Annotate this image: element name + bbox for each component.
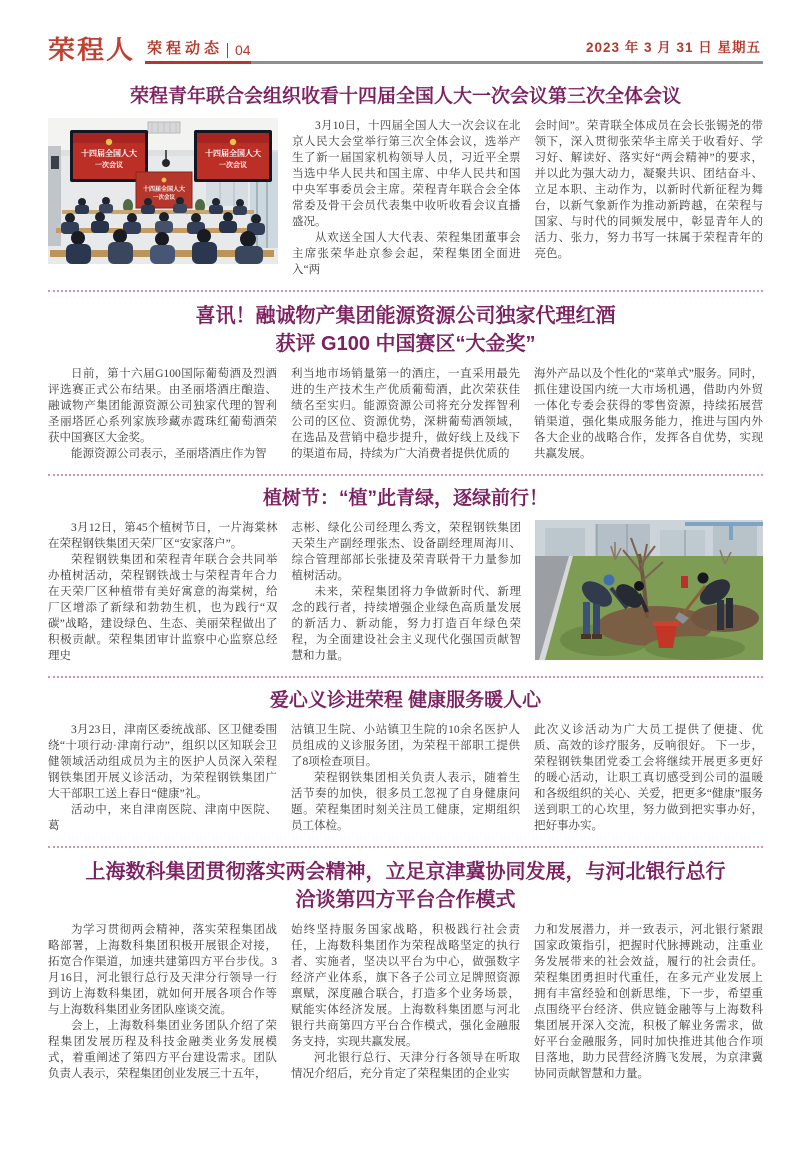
tv-screen-right [194, 130, 272, 182]
header-rule [251, 36, 763, 64]
section-title: 荣程动态 [147, 40, 224, 57]
paragraph: 活动中，来自津南医院、津南中医院、葛 [48, 804, 277, 832]
paragraph: 海外产品以及个性化的“菜单式”服务。同时，抓住建设国内统一大市场机遇，借助内外贸一体化专委会获得的零售资源，持续拓展营销渠道，强化集成服务能力，推进与国内外各大企业的战略合作，发挥各自优势，实现共赢发展。 [534, 368, 763, 460]
paragraph: 会时间”。荣青联全体成员在会长张锡尧的带领下，深入贯彻张荣华主席关于收看好、学习好、解读好、落实好“两会精神”的要求，并以此为强大动力，凝聚共识、团结奋斗、立足本职、主动作为，以新时代新征程为舞台，以新气象新作为推动新跨越，在荣程与国家、与时代的同频发展中，彰显青年人的活力、张力，努力书写一抹属于荣程青年的亮色。 [534, 120, 763, 260]
paragraph: 日前，第十六届G100国际葡萄酒及烈酒评选赛正式公布结果。由圣丽塔酒庄酿造、融诚物产集团能源资源公司独家代理的智利圣丽塔匠心系列家族珍藏赤霞珠红葡萄酒荣获中国赛区大金奖。 [48, 368, 277, 444]
article-title: 植树节：“植”此青绿，逐绿前行！ [262, 488, 548, 509]
svg-text:一次会议: 一次会议 [152, 195, 176, 201]
meeting-room-photo-image [48, 118, 278, 264]
article-title: 爱心义诊进荣程 健康服务暖人心 [269, 690, 542, 711]
svg-text:十四届全国人大: 十四届全国人大 [81, 149, 137, 158]
article-column [534, 922, 763, 1082]
article-shuke-bank-cooperation [48, 858, 763, 1082]
article-column [291, 366, 520, 462]
article-column [292, 118, 521, 278]
paragraph: 志彬、绿化公司经理么秀文，荣程钢铁集团天荣生产副经理张杰、设备副经理周海川、综合管理部部长张捷及荣青联骨干力量参加植树活动。 [291, 522, 521, 582]
paragraph: 能源资源公司表示，圣丽塔酒庄作为智 [71, 448, 267, 460]
svg-text:一次会议: 一次会议 [95, 162, 123, 169]
article-npc-broadcast [48, 84, 763, 278]
paragraph: 河北银行总行、天津分行各领导在听取情况介绍后，充分肯定了荣程集团的企业实 [291, 1052, 520, 1080]
article-column [292, 520, 522, 664]
article-column [291, 922, 520, 1082]
article-tree-planting [48, 486, 763, 664]
paragraph: 荣程钢铁集团和荣程青年联合会共同举办植树活动，荣程钢铁战士与荣程青年合力在天荣厂区种植带有美好寓意的海棠树，给厂区增添了新绿和勃勃生机，也为践行“双碳”战略，建设绿色、生态、美丽荣程做出了积极贡献。荣程集团审计监察中心监察总经理史 [48, 554, 278, 662]
article-title: 喜讯！融诚物产集团能源资源公司独家代理红酒 获评 G100 中国赛区“大金奖” [195, 305, 616, 355]
paragraph: 未来，荣程集团将力争做新时代、新理念的践行者，持续增强企业绿色高质量发展的新活力、新动能，努力打造百年绿色荣程，为全面建设社会主义现代化强国贡献智慧和力量。 [291, 586, 521, 662]
svg-text:一次会议: 一次会议 [219, 162, 247, 169]
article-column [48, 922, 277, 1082]
svg-text:十四届全国人大: 十四届全国人大 [142, 187, 186, 193]
paragraph: 利当地市场销量第一的酒庄，一直采用最先进的生产技术生产优质葡萄酒，此次荣获佳绩名至实归。能源资源公司将充分发挥智利公司的区位、资源优势，深耕葡萄酒领域，在选品及营销中稳步提升，做好线上及线下的渠道布局，持续为广大消费者提供优质的 [291, 368, 520, 460]
paragraph: 3月12日，第45个植树节日，一片海棠林在荣程钢铁集团天荣厂区“安家落户”。 [48, 522, 278, 550]
paragraph: 此次义诊活动为广大员工提供了便捷、优质、高效的诊疗服务，反响很好。 下一步，荣程钢铁集团党委工会将继续开展更多更好的暖心活动，让职工真切感受到公司的温暖和各级组织的关心、关爱，把更多“健康”服务送到职工的心坎里，努力做到把实事办好，把好事办实。 [534, 724, 763, 832]
paragraph: 3月23日，津南区委统战部、区卫健委围绕“十项行动·津南行动”，组织以区知联会卫健领域活动组成员为主的医护人员深入荣程钢铁集团开展义诊活动，为荣程钢铁集团广大干部职工送上春日“健康”礼。 [48, 724, 277, 800]
paragraph: 会上，上海数科集团业务团队介绍了荣程集团发展历程及科技金融类业务发展模式，着重阐述了第四方平台建设需求。团队负责人表示，荣程集团创业发展三十五年， [48, 1020, 277, 1080]
paragraph: 力和发展潜力，并一致表示，河北银行紧跟国家政策指引，把握时代脉搏跳动，注重业务发展带来的社会效益，履行的社会责任。荣程集团勇担时代重任，在多元产业发展上拥有丰富经验和创新思维，下一步，希望重点围绕平台经济、供应链金融等与上海数科集团展开深入交流，积极了解业务需求，做好平台金融服务，同时加快推进其他合作项目落地，助力民营经济腾飞发展，为京津冀协同贡献智慧和力量。 [534, 924, 763, 1080]
meeting-room-photo [48, 118, 278, 278]
article-separator [48, 846, 763, 848]
paragraph: 荣程钢铁集团相关负责人表示，随着生活节奏的加快，很多员工忽视了自身健康问题。荣程集团时刻关注员工健康，定期组织员工体检。 [291, 772, 520, 832]
tree-planting-photo [535, 520, 763, 664]
paragraph: 沽镇卫生院、小站镇卫生院的10余名医护人员组成的义诊服务团，为荣程干部职工提供了8项检查项目。 [291, 724, 520, 768]
article-column [535, 118, 764, 278]
article-column [291, 722, 520, 834]
brand-logo: 荣程人 [48, 35, 135, 65]
article-separator [48, 474, 763, 476]
article-column [534, 722, 763, 834]
section-block [145, 37, 251, 64]
svg-text:十四届全国人大: 十四届全国人大 [205, 149, 261, 158]
article-separator [48, 676, 763, 678]
paragraph: 为学习贯彻两会精神，落实荣程集团战略部署，上海数科集团积极开展银企对接，拓宽合作渠道，加速共建第四方平台步伐。3月16日，河北银行总行及天津分行领导一行到访上海数科集团，就如何开展各项合作等与上海数科集团业务团队座谈交流。 [48, 924, 277, 1016]
article-column [48, 722, 277, 834]
article-column [534, 366, 763, 462]
article-column [48, 366, 277, 462]
paragraph: 始终坚持服务国家战略，积极践行社会责任，上海数科集团作为荣程战略坚定的执行者、实施者，坚决以平台为中心，做强数字经济产业体系，旗下各子公司立足牌照资源禀赋，深度融合联合，打造多个业务场景，赋能实体经济发展。上海数科集团愿与河北银行共商第四方平台合作模式，强化金融服务支持，实现共赢发展。 [291, 924, 520, 1048]
tree-planting-photo-image [535, 520, 763, 660]
article-column [48, 520, 278, 664]
article-separator [48, 290, 763, 292]
paragraph: 3月10日，十四届全国人大一次会议在北京人民大会堂举行第三次全体会议，选举产生了新一届国家机构领导人员，习近平全票当选中华人民共和国主席、中华人民共和国中央军事委员会主席。荣程青年联合会全体常委及骨干会员代表集中收听收看会议直播盛况。 [292, 120, 521, 228]
article-wine-award [48, 302, 763, 462]
article-title: 荣程青年联合会组织收看十四届全国人大一次会议第三次全体会议 [129, 86, 681, 107]
article-title: 上海数科集团贯彻落实两会精神，立足京津冀协同发展，与河北银行总行 洽谈第四方平台合作模式 [85, 861, 726, 911]
paragraph: 从欢送全国人大代表、荣程集团董事会主席张荣华赴京参会起，荣程集团全面进入“两 [292, 232, 521, 276]
article-health-clinic [48, 688, 763, 834]
page-header [48, 36, 763, 64]
page-number: 04 [227, 43, 251, 58]
issue-date: 2023 年 3 月 31 日 星期五 [585, 40, 761, 55]
